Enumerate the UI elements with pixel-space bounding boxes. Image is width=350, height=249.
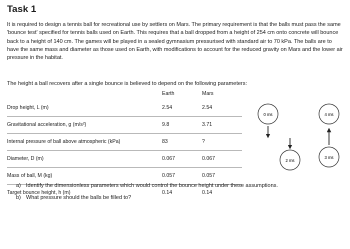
ball-label: 0 ms: [263, 111, 273, 117]
question-item: [16, 194, 336, 202]
ball-label: 4 ms: [324, 111, 334, 117]
task-title: Task 1: [7, 4, 37, 15]
row-mars-value: 0.067: [202, 151, 242, 168]
row-earth-value: 2.54: [162, 100, 202, 117]
row-label: Internal pressure of ball above atmospheric (kPa): [7, 134, 162, 151]
row-label: Target bounce height, h (m): [7, 190, 71, 196]
row-label: Gravitational acceleration, g (m/s²): [7, 117, 162, 134]
question-text: Identify the dimensionless parameters which would control the bounce height under these assumptions.: [26, 183, 278, 189]
row-mars-value: 3.71: [202, 117, 242, 134]
row-earth-value: 83: [162, 134, 202, 151]
header-label: [7, 88, 162, 100]
row-label: Diameter, D (m): [7, 151, 162, 168]
row-mars-value: ?: [202, 134, 242, 151]
question-letter: a): [16, 183, 21, 189]
question-letter: b): [16, 195, 21, 201]
table-row: [7, 134, 242, 151]
row-mars-value: 2.54: [202, 100, 242, 117]
table-intro: The height a ball recovers after a single bounce is believed to depend on the following parameters:: [7, 81, 248, 87]
question-item: [16, 182, 336, 190]
questions-list: [16, 182, 336, 206]
row-earth-value: 0.14: [162, 190, 173, 196]
bounce-diagram: [255, 102, 345, 174]
row-mars-value: 0.057: [202, 168, 242, 185]
row-earth-value: 9.8: [162, 117, 202, 134]
row-earth-value: 0.057: [162, 168, 202, 185]
row-earth-value: 0.067: [162, 151, 202, 168]
row-mars-value: 0.14: [202, 190, 213, 196]
table-row: [7, 117, 242, 134]
table-header-row: [7, 88, 242, 100]
header-earth: Earth: [162, 91, 175, 97]
question-text: What pressure should the balls be filled to?: [26, 195, 132, 201]
header-mars: Mars: [202, 91, 214, 97]
ball-label: 3 ms: [324, 154, 334, 160]
table-row: [7, 151, 242, 168]
row-label: Drop height, L (m): [7, 100, 162, 117]
intro-paragraph: It is required to design a tennis ball for recreational use by settlers on Mars. The primary requirement is that the balls must pass the same 'bounce test' specified for tennis balls used on Earth. This requires that a ball dropped from a height of 254 cm onto concrete will bounce back to a height of 140 cm. The games will be played in a sealed gymnasium pressurised with standard air to 70 kPa. The balls are to have the same mass and diameter as those used on Earth, with modifications to account for the reduced gravity on Mars and the lower air pressure in the habitat.: [7, 22, 343, 62]
ball-label: 2 ms: [285, 157, 295, 163]
row-label: Mass of ball, M (kg): [7, 168, 162, 185]
table-row: [7, 100, 242, 117]
